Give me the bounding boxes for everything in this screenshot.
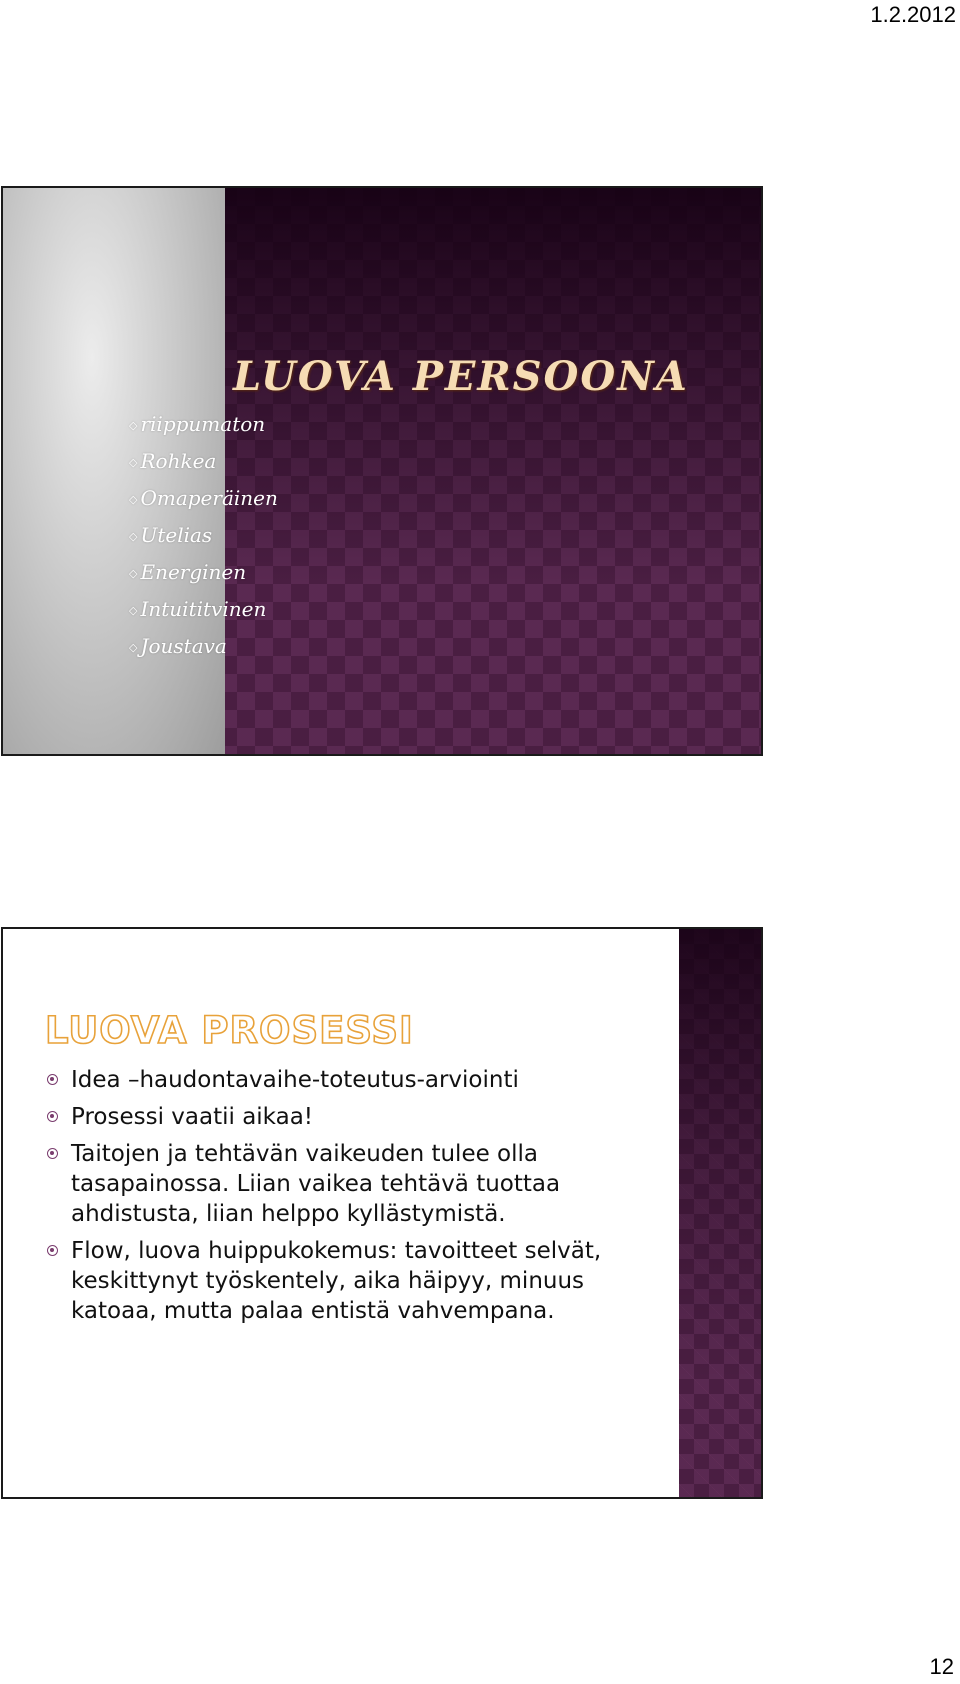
list-item-text: Energinen: [140, 560, 247, 584]
bullet-list: [47, 1065, 627, 1333]
list-item-text: riippumaton: [140, 412, 266, 436]
list-item-text: Joustava: [140, 634, 227, 658]
diamond-bullet-icon: ◇: [129, 456, 138, 469]
slide-luova-persoona: [1, 186, 763, 756]
list-item-text: Intuititvinen: [140, 597, 267, 621]
list-item: [129, 406, 278, 443]
trait-list: [129, 406, 278, 665]
slide-title: LUOVA PERSOONA: [233, 353, 689, 400]
list-item: [129, 443, 278, 480]
page-number: 12: [929, 1654, 954, 1679]
diamond-bullet-icon: ◇: [129, 604, 138, 617]
list-item: [47, 1236, 627, 1326]
list-item: [47, 1139, 627, 1229]
header-date: 1.2.2012: [870, 2, 956, 27]
list-item: [47, 1065, 627, 1095]
diamond-bullet-icon: ◇: [129, 530, 138, 543]
list-item: [129, 517, 278, 554]
diamond-bullet-icon: ◇: [129, 567, 138, 580]
diamond-bullet-icon: ◇: [129, 419, 138, 432]
diamond-bullet-icon: ◇: [129, 493, 138, 506]
list-item-text: Omaperäinen: [140, 486, 278, 510]
list-item: [129, 628, 278, 665]
list-item: [47, 1102, 627, 1132]
list-item-text: Prosessi vaatii aikaa!: [71, 1104, 314, 1130]
slide-luova-prosessi: [1, 927, 763, 1499]
list-item-text: Flow, luova huippukokemus: tavoitteet selvät, keskittynyt työskentely, aika häipyy, minuus katoaa, mutta palaa entistä vahvempana.: [71, 1238, 602, 1324]
circle-bullet-icon: [47, 1148, 58, 1159]
list-item-text: Utelias: [140, 523, 213, 547]
list-item-text: Taitojen ja tehtävän vaikeuden tulee olla tasapainossa. Liian vaikea tehtävä tuottaa ahdistusta, liian helppo kyllästymistä.: [71, 1141, 561, 1227]
circle-bullet-icon: [47, 1074, 58, 1085]
list-item: [129, 554, 278, 591]
circle-bullet-icon: [47, 1111, 58, 1122]
slide-title: LUOVA PROSESSI: [45, 1009, 414, 1052]
list-item-text: Rohkea: [140, 449, 217, 473]
list-item: [129, 480, 278, 517]
list-item: [129, 591, 278, 628]
list-item-text: Idea –haudontavaihe-toteutus-arviointi: [71, 1067, 519, 1093]
slide-right-stripe: [679, 929, 761, 1497]
diamond-bullet-icon: ◇: [129, 641, 138, 654]
circle-bullet-icon: [47, 1245, 58, 1256]
